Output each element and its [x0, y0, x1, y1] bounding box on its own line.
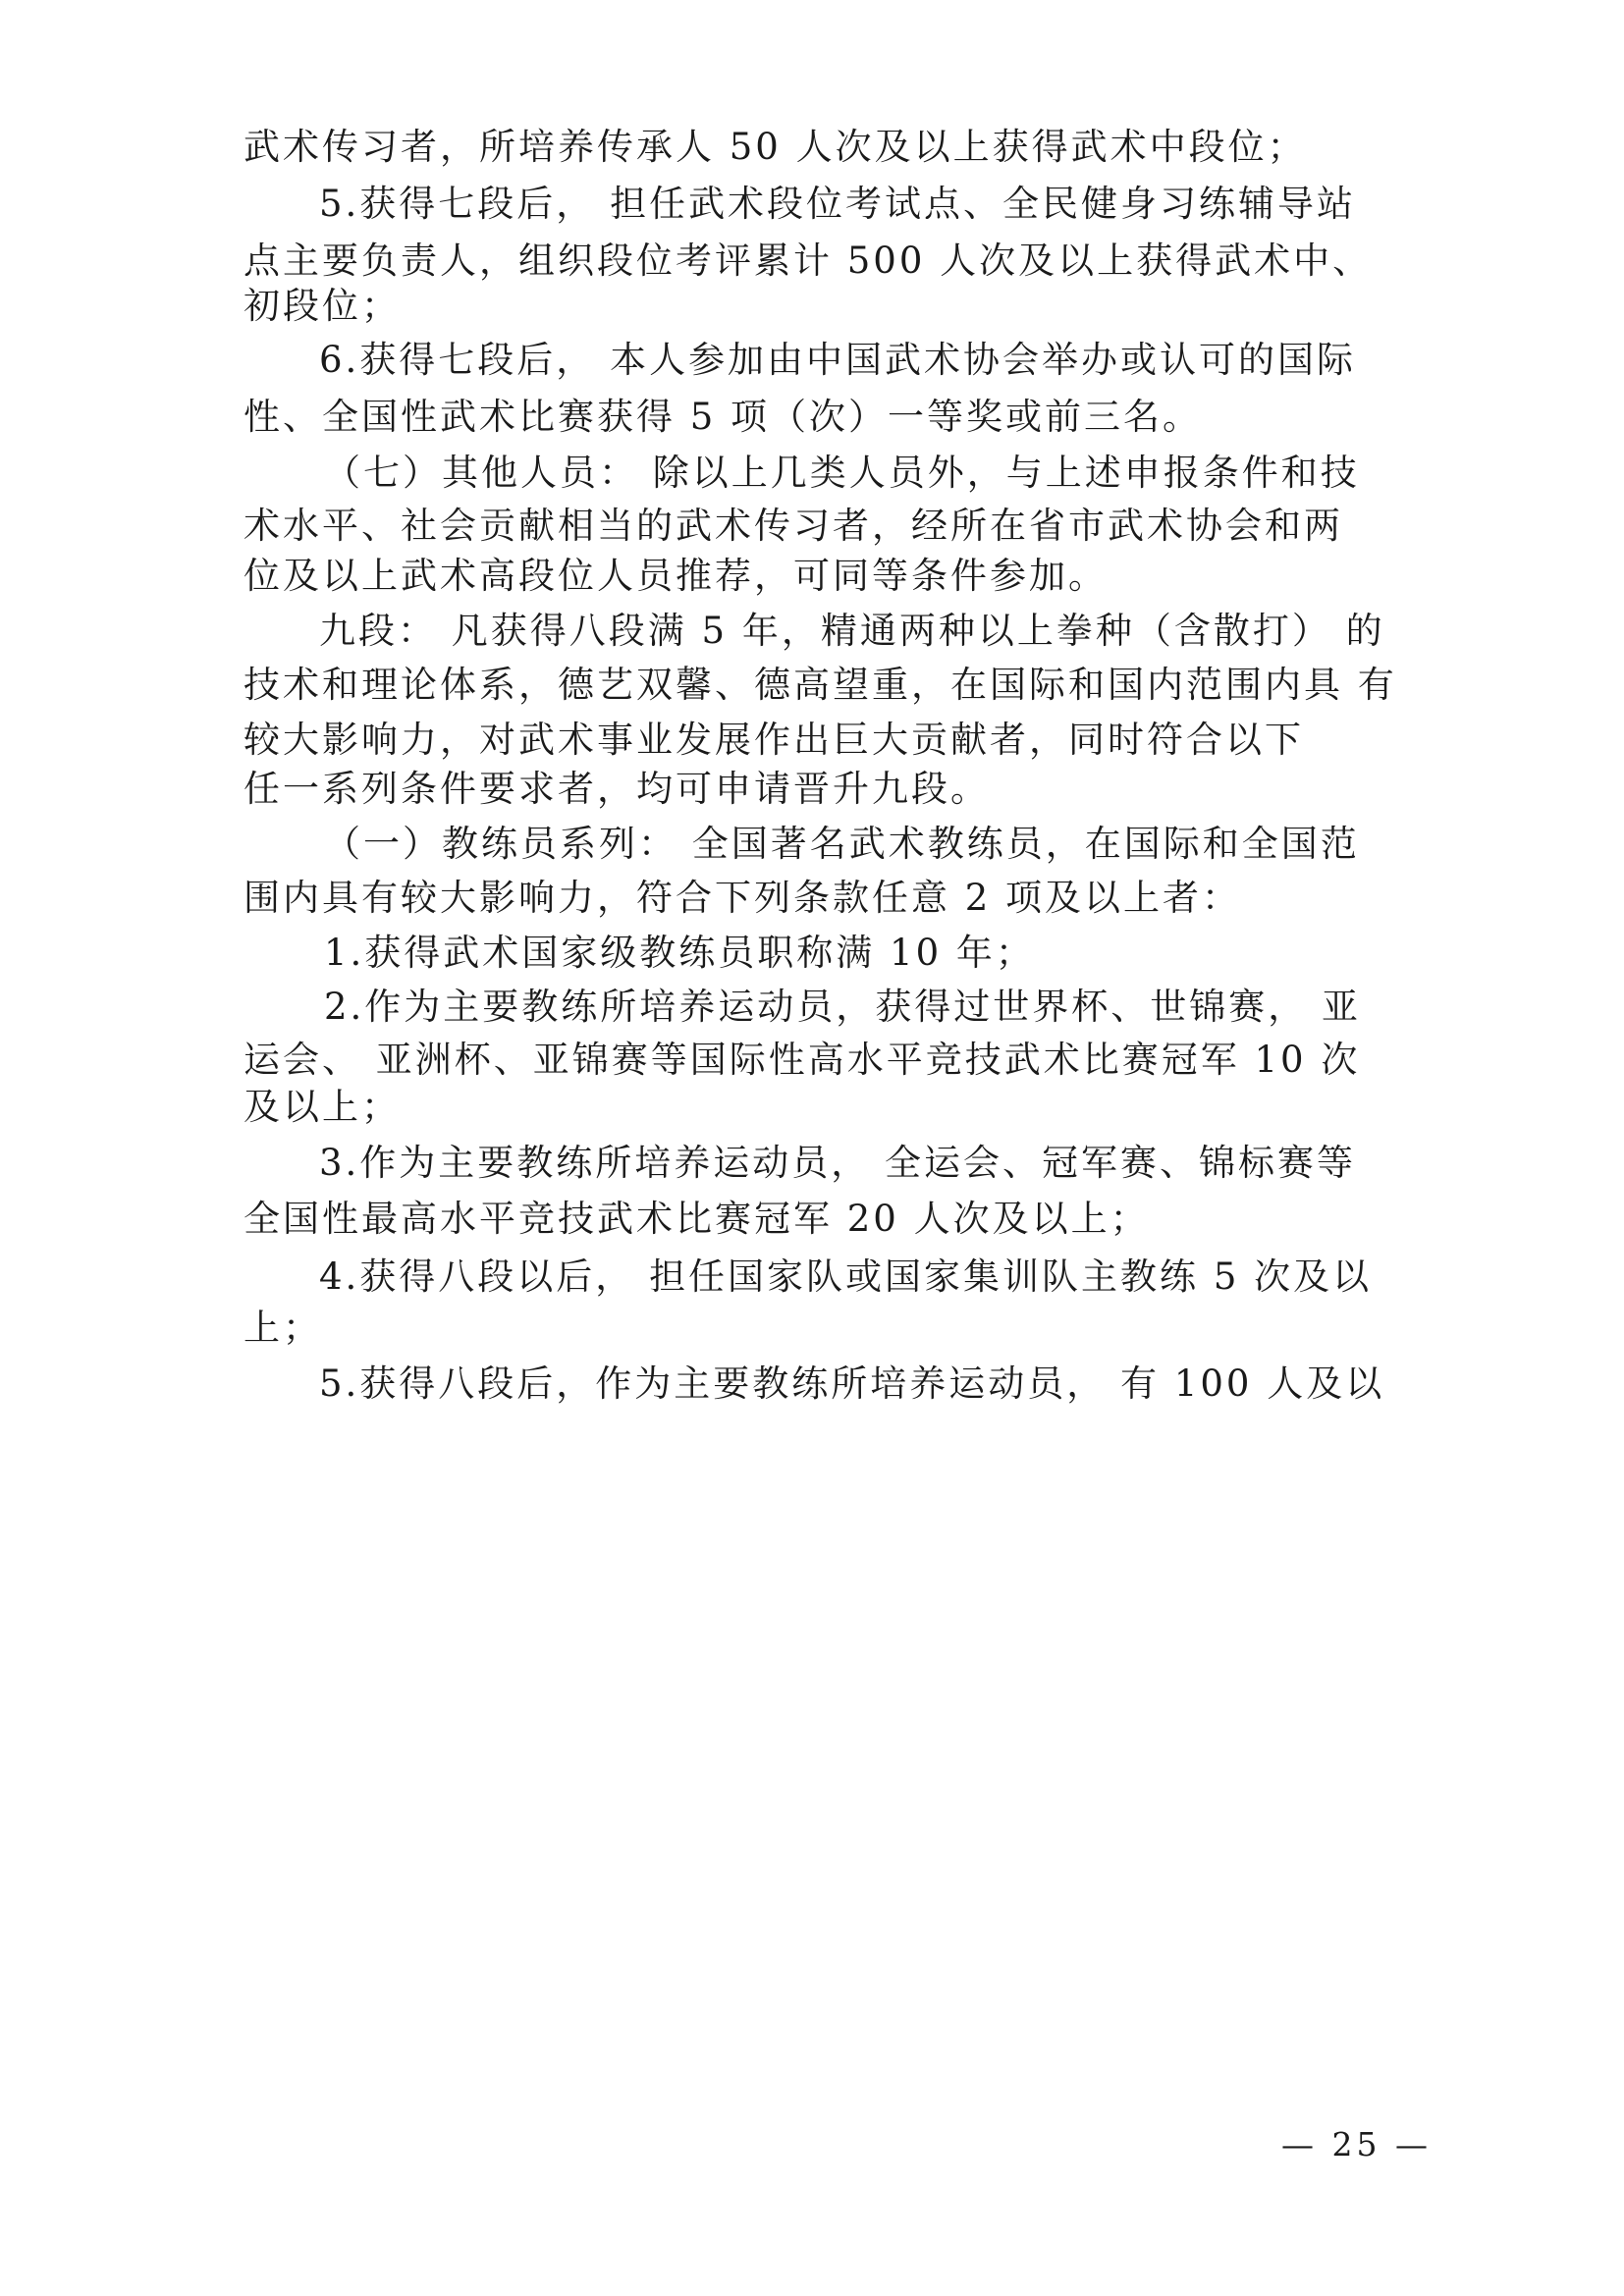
paragraph-line: 及以上； [244, 1086, 401, 1128]
paragraph-line: 较大影响力，对武术事业发展作出巨大贡献者，同时符合以下 [244, 719, 1304, 761]
paragraph-line: 点主要负责人，组织段位考评累计 500 人次及以上获得武术中、 [244, 240, 1373, 282]
paragraph-line: 初段位； [244, 285, 401, 327]
paragraph-line: 武术传习者，所培养传承人 50 人次及以上获得武术中段位； [244, 126, 1307, 168]
paragraph-line: 任一系列条件要求者，均可申请晋升九段。 [244, 768, 990, 810]
paragraph-line: 5.获得八段后，作为主要教练所培养运动员， 有 100 人及以 [319, 1362, 1385, 1405]
paragraph-line: 3.作为主要教练所培养运动员， 全运会、冠军赛、锦标赛等 [319, 1142, 1357, 1184]
paragraph-line: 运会、 亚洲杯、亚锦赛等国际性高水平竞技武术比赛冠军 10 次 [244, 1039, 1361, 1081]
paragraph-line: 上； [244, 1307, 322, 1349]
paragraph-line: 1.获得武术国家级教练员职称满 10 年； [324, 932, 1035, 974]
paragraph-line: 位及以上武术高段位人员推荐，可同等条件参加。 [244, 555, 1108, 597]
page-number: — 25 — [1281, 2125, 1432, 2163]
paragraph-line: 围内具有较大影响力，符合下列条款任意 2 项及以上者： [244, 877, 1242, 919]
paragraph-line: 九段： 凡获得八段满 5 年，精通两种以上拳种（含散打） 的 [319, 610, 1385, 652]
paragraph-line: （一）教练员系列： 全国著名武术教练员，在国际和全国范 [324, 823, 1360, 865]
paragraph-line: 技术和理论体系，德艺双馨、德高望重，在国际和国内范围内具 有 [244, 664, 1397, 706]
paragraph-line: （七）其他人员： 除以上几类人员外，与上述申报条件和技 [324, 452, 1360, 494]
paragraph-line: 全国性最高水平竞技武术比赛冠军 20 人次及以上； [244, 1198, 1150, 1240]
paragraph-line: 2.作为主要教练所培养运动员，获得过世界杯、世锦赛， 亚 [324, 986, 1362, 1028]
paragraph-line: 术水平、社会贡献相当的武术传习者，经所在省市武术协会和两 [244, 505, 1343, 547]
paragraph-line: 5.获得七段后， 担任武术段位考试点、全民健身习练辅导站 [319, 183, 1357, 225]
paragraph-line: 4.获得八段以后， 担任国家队或国家集训队主教练 5 次及以 [319, 1255, 1373, 1298]
paragraph-line: 性、全国性武术比赛获得 5 项（次）一等奖或前三名。 [244, 396, 1203, 438]
paragraph-line: 6.获得七段后， 本人参加由中国武术协会举办或认可的国际 [319, 339, 1357, 381]
